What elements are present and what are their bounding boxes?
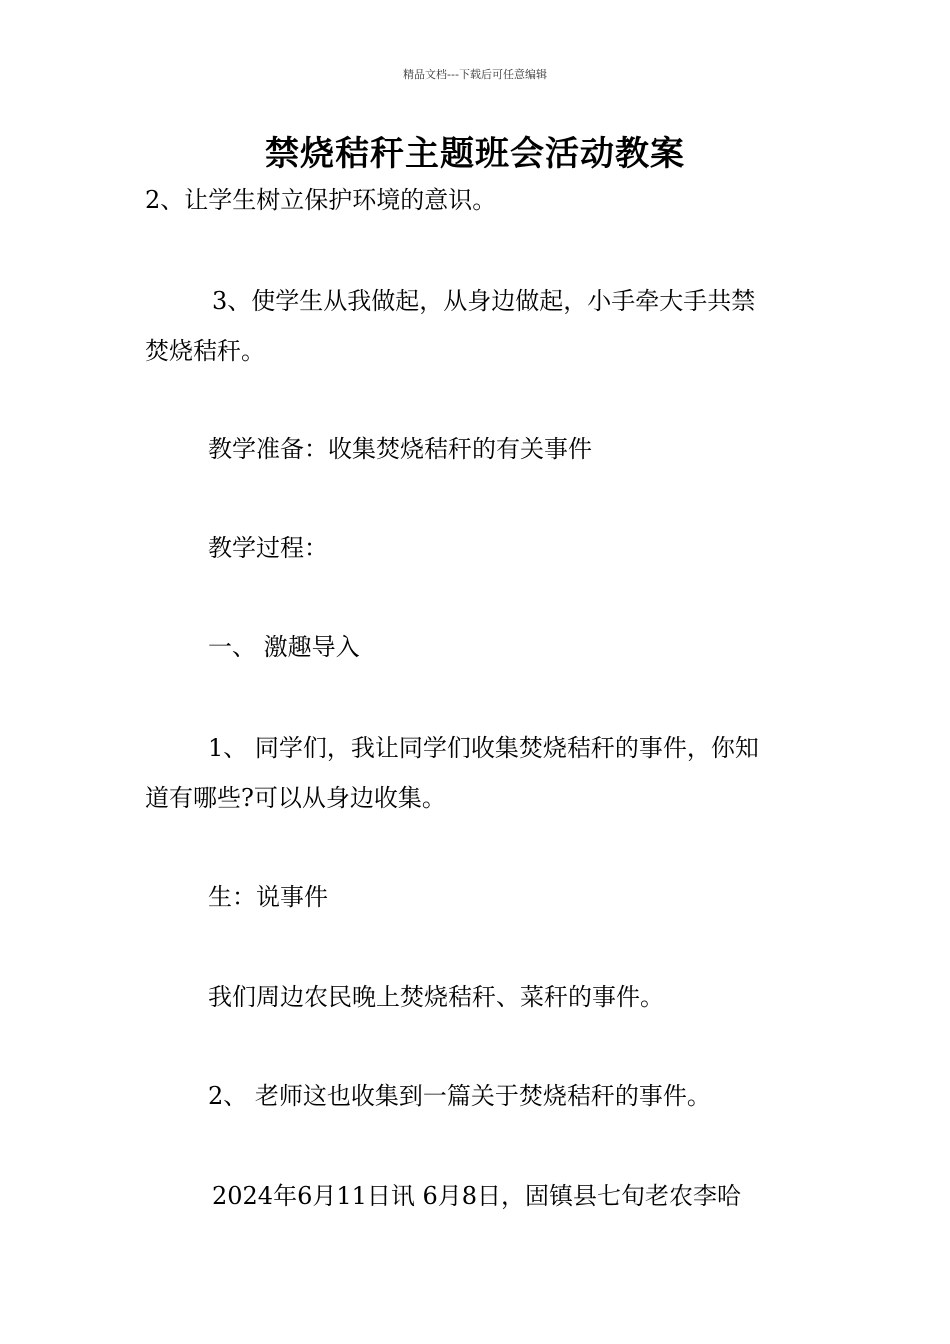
paragraph-line: 道有哪些?可以从身边收集。: [145, 784, 446, 812]
paragraph-line: 1、 同学们，我让同学们收集焚烧秸秆的事件，你知: [208, 734, 759, 762]
paragraph-line: 2、让学生树立保护环境的意识。: [145, 186, 497, 214]
paragraph-line: 焚烧秸秆。: [145, 337, 265, 365]
document-title: 禁烧秸秆主题班会活动教案: [265, 134, 685, 174]
paragraph-line: 3、使学生从我做起，从身边做起，小手牵大手共禁: [212, 287, 756, 315]
paragraph-line: 教学准备：收集焚烧秸秆的有关事件: [208, 435, 592, 463]
paragraph-line: 生：说事件: [208, 883, 328, 911]
section-heading: 一、 激趣导入: [208, 633, 360, 661]
paragraph-line: 教学过程：: [208, 534, 328, 562]
paragraph-line: 2、 老师这也收集到一篇关于焚烧秸秆的事件。: [208, 1082, 711, 1110]
paragraph-line: 2024年6月11日讯 6月8日，固镇县七旬老农李哈: [212, 1182, 742, 1210]
paragraph-line: 我们周边农民晚上焚烧秸秆、菜秆的事件。: [208, 983, 664, 1011]
header-note: 精品文档---下载后可任意编辑: [403, 68, 547, 81]
